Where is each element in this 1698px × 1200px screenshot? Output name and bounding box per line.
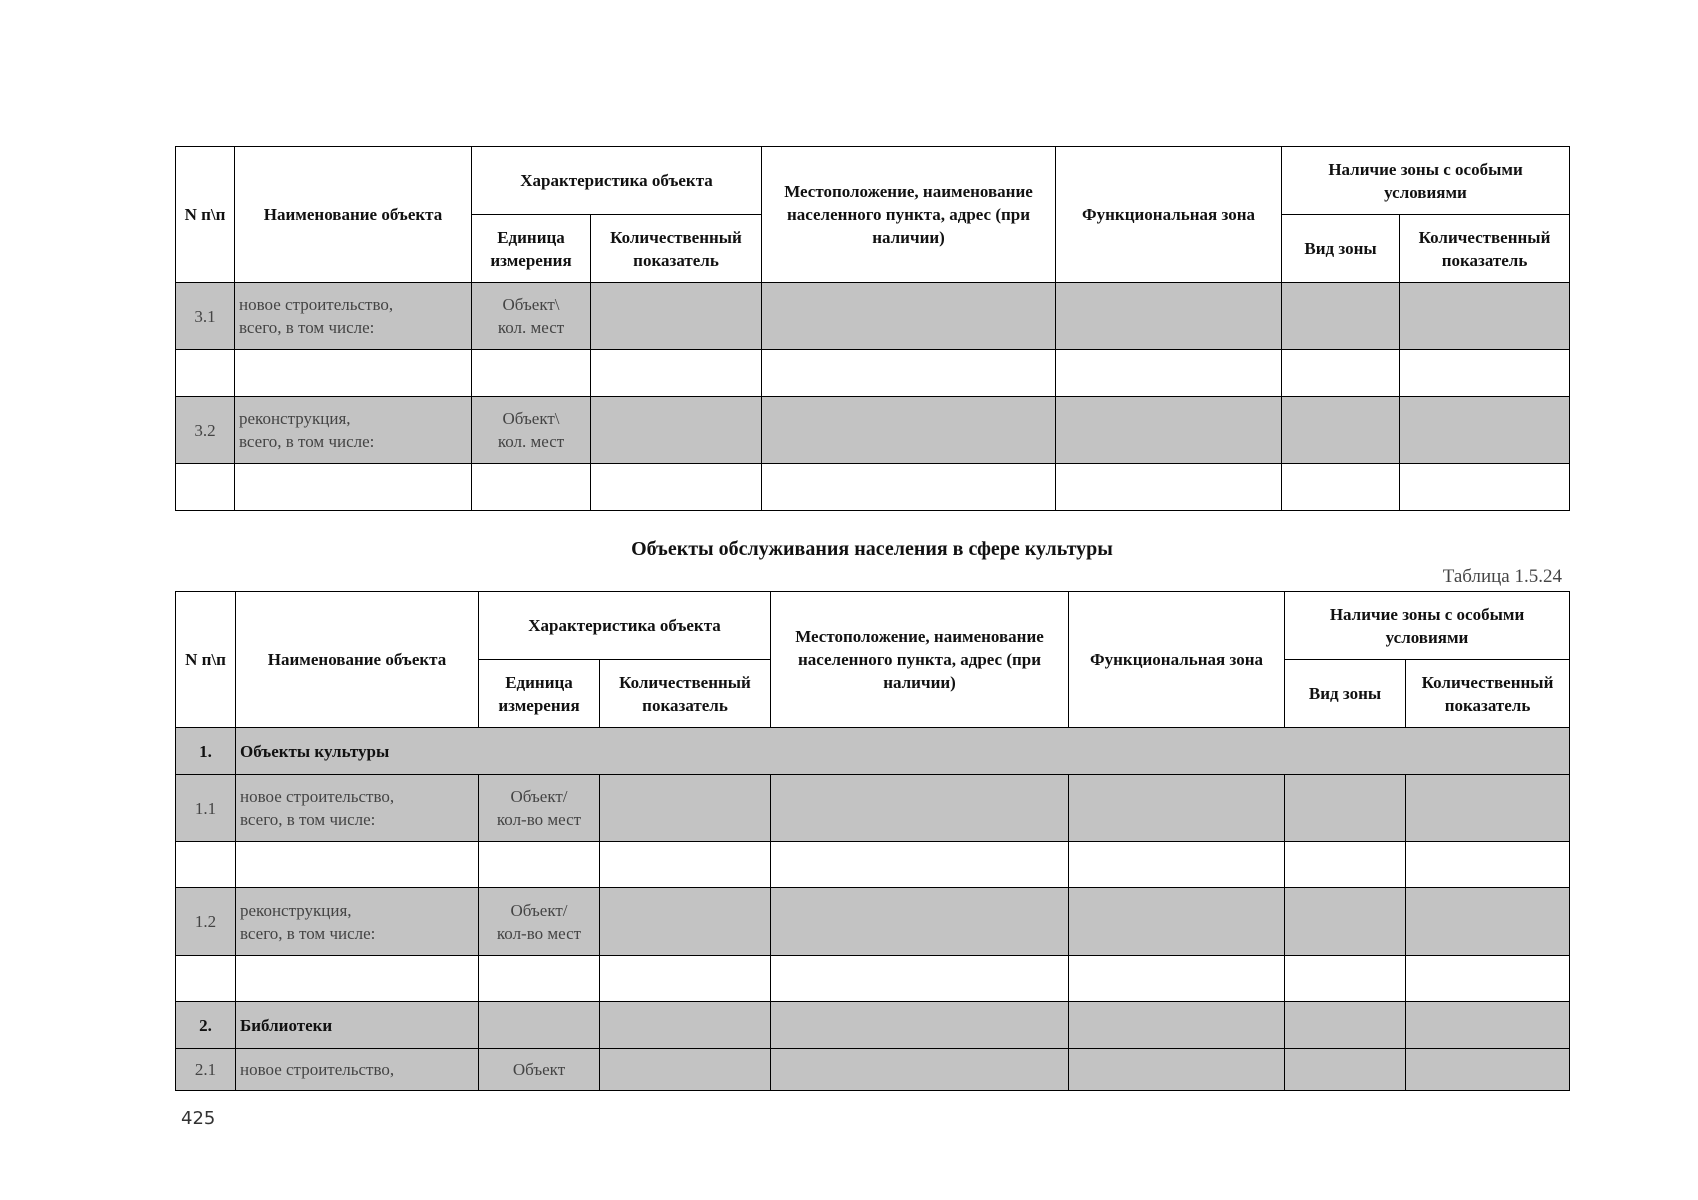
header-num: N п\п	[176, 147, 235, 283]
row-name-line1: реконструкция,	[240, 900, 352, 920]
row-zone-type	[1285, 888, 1406, 956]
header-num: N п\п	[176, 592, 236, 728]
row-zone-quantity	[1406, 775, 1570, 842]
table-row	[176, 775, 1570, 842]
header-location: Местоположение, наименование населенного пункта, адрес (при наличии)	[762, 147, 1056, 283]
row-unit-line1: Объект/	[510, 787, 568, 806]
group-row	[176, 728, 1570, 775]
row-unit-line2: кол-во мест	[496, 923, 582, 943]
row-location	[771, 888, 1069, 956]
row-num: 1.1	[176, 775, 236, 842]
row-name-line2: всего, в том числе:	[240, 810, 376, 829]
row-zone-type	[1285, 775, 1406, 842]
row-zone-type	[1282, 397, 1400, 464]
header-characteristic: Характеристика объекта	[479, 592, 771, 660]
group-title: Объекты культуры	[236, 728, 1570, 775]
row-name	[235, 283, 472, 350]
row-name-line1: новое строительство,	[240, 787, 395, 806]
row-unit-line2: кол-во мест	[496, 810, 582, 829]
row-unit	[479, 775, 600, 842]
row-num: 1.2	[176, 888, 236, 956]
group-row	[176, 1002, 1570, 1049]
row-num: 2.1	[176, 1049, 236, 1091]
row-func-zone	[1069, 888, 1285, 956]
page-number: 425	[181, 1108, 216, 1129]
row-quantity	[591, 397, 762, 464]
row-unit-line1: Объект/	[510, 900, 568, 920]
row-func-zone	[1069, 775, 1285, 842]
header-quantity: Количественный показатель	[600, 660, 771, 728]
header-func-zone: Функциональная зона	[1069, 592, 1285, 728]
row-zone-quantity	[1406, 1049, 1570, 1091]
row-unit	[472, 283, 591, 350]
table-row-empty	[176, 464, 1570, 511]
table-row-empty	[176, 842, 1570, 888]
row-unit	[472, 397, 591, 464]
header-zone-type: Вид зоны	[1285, 660, 1406, 728]
row-name	[235, 397, 472, 464]
row-zone-type	[1285, 1049, 1406, 1091]
row-unit-line2: кол. мест	[497, 318, 565, 337]
row-unit-line1: Объект	[512, 1060, 566, 1079]
group-title: Библиотеки	[236, 1002, 479, 1049]
row-unit	[479, 1049, 600, 1091]
header-unit: Единица измерения	[472, 215, 591, 283]
section-title: Объекты обслуживания населения в сфере культуры	[631, 538, 1113, 560]
row-quantity	[591, 283, 762, 350]
table-culture-objects	[175, 591, 1570, 1091]
header-func-zone: Функциональная зона	[1056, 147, 1282, 283]
row-name-line2: всего, в том числе:	[239, 318, 375, 337]
header-quantity: Количественный показатель	[591, 215, 762, 283]
table-row	[176, 397, 1570, 464]
row-name-line1: реконструкция,	[239, 409, 351, 428]
row-unit-line1: Объект\	[502, 409, 560, 428]
header-unit: Единица измерения	[479, 660, 600, 728]
row-name-line1: новое строительство,	[239, 295, 394, 314]
row-unit-line2: кол. мест	[497, 432, 565, 451]
header-zone-quantity: Количественный показатель	[1406, 660, 1570, 728]
header-special-zone: Наличие зоны с особыми условиями	[1282, 147, 1570, 215]
row-quantity	[600, 775, 771, 842]
row-name-line2: всего, в том числе:	[240, 923, 376, 943]
group-num: 1.	[176, 728, 236, 775]
table-row	[176, 283, 1570, 350]
table-row-empty	[176, 350, 1570, 397]
row-name	[236, 1049, 479, 1091]
row-location	[771, 1049, 1069, 1091]
row-location	[762, 397, 1056, 464]
table-row	[176, 1049, 1570, 1091]
row-zone-quantity	[1406, 888, 1570, 956]
row-name-line2: всего, в том числе:	[239, 432, 375, 451]
row-zone-type	[1282, 283, 1400, 350]
table-upper	[175, 146, 1570, 511]
table-row-empty	[176, 956, 1570, 1002]
header-special-zone: Наличие зоны с особыми условиями	[1285, 592, 1570, 660]
row-quantity	[600, 888, 771, 956]
row-unit-line1: Объект\	[502, 295, 560, 314]
table-row	[176, 888, 1570, 956]
header-name: Наименование объекта	[236, 592, 479, 728]
row-func-zone	[1056, 283, 1282, 350]
row-location	[762, 283, 1056, 350]
header-characteristic: Характеристика объекта	[472, 147, 762, 215]
group-num: 2.	[176, 1002, 236, 1049]
header-location: Местоположение, наименование населенного пункта, адрес (при наличии)	[771, 592, 1069, 728]
header-zone-type: Вид зоны	[1282, 215, 1400, 283]
header-name: Наименование объекта	[235, 147, 472, 283]
table-caption: Таблица 1.5.24	[1442, 566, 1562, 587]
header-zone-quantity: Количественный показатель	[1400, 215, 1570, 283]
row-func-zone	[1056, 397, 1282, 464]
row-num: 3.1	[176, 283, 235, 350]
row-quantity	[600, 1049, 771, 1091]
row-unit	[479, 888, 600, 956]
row-zone-quantity	[1400, 397, 1570, 464]
row-num: 3.2	[176, 397, 235, 464]
row-name	[236, 888, 479, 956]
row-name	[236, 775, 479, 842]
row-name-line1: новое строительство,	[240, 1060, 395, 1079]
row-location	[771, 775, 1069, 842]
row-func-zone	[1069, 1049, 1285, 1091]
row-zone-quantity	[1400, 283, 1570, 350]
